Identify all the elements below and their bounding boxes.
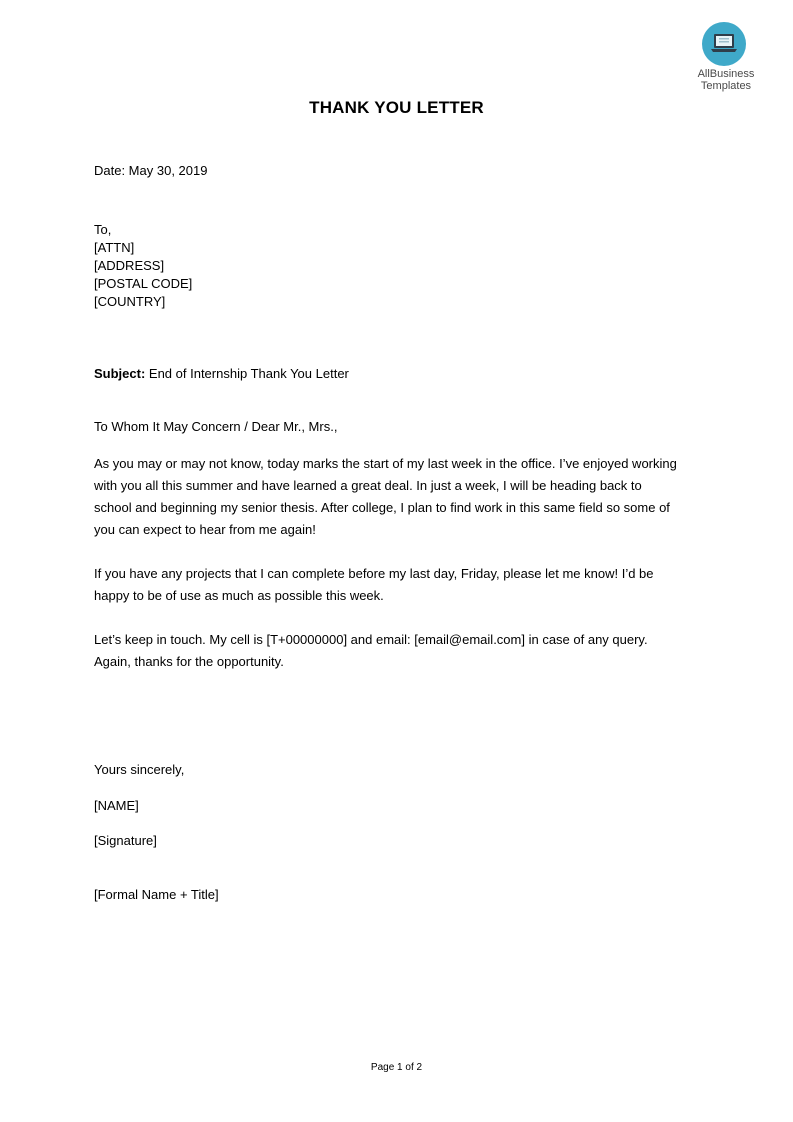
- paragraph-1-line-2: with you all this summer and have learned a great deal. In just a week, I will be heading back to: [94, 478, 642, 493]
- closing: Yours sincerely,: [94, 762, 185, 777]
- recipient-address: [ADDRESS]: [94, 258, 165, 273]
- allbusiness-templates-logo: [692, 22, 762, 94]
- subject-line: [94, 365, 349, 383]
- recipient-country: [COUNTRY]: [94, 294, 166, 309]
- formal-name-title: [Formal Name + Title]: [94, 887, 219, 902]
- paragraph-2-line-1: If you have any projects that I can complete before my last day, Friday, please let me know! I’d be: [94, 566, 654, 581]
- logo-line-2: Templates: [700, 80, 752, 92]
- signature-placeholder: [Signature]: [94, 833, 157, 848]
- subject-label: Subject:: [94, 366, 146, 381]
- paragraph-1-line-4: you can expect to hear from me again!: [94, 522, 316, 537]
- recipient-to: To,: [94, 222, 112, 237]
- paragraph-3-line-2: Again, thanks for the opportunity.: [94, 654, 284, 669]
- paragraph-1-line-3: school and beginning my senior thesis. After college, I plan to find work in this same field so some of: [94, 500, 670, 515]
- name-placeholder: [NAME]: [94, 798, 139, 813]
- subject-text: End of Internship Thank You Letter: [145, 366, 349, 381]
- paragraph-3-line-1: Let’s keep in touch. My cell is [T+00000000] and email: [email@email.com] in case of any query.: [94, 632, 648, 647]
- page-number: Page 1 of 2: [370, 1062, 423, 1073]
- salutation: To Whom It May Concern / Dear Mr., Mrs.,: [94, 419, 338, 434]
- logo-text: [692, 68, 760, 92]
- recipient-attn: [ATTN]: [94, 240, 135, 255]
- paragraph-1-line-1: As you may or may not know, today marks the start of my last week in the office. I’ve enjoyed working: [94, 456, 677, 471]
- paragraph-2-line-2: happy to be of use as much as possible this week.: [94, 588, 384, 603]
- recipient-postal-code: [POSTAL CODE]: [94, 276, 193, 291]
- letter-title: THANK YOU LETTER: [309, 98, 484, 117]
- logo-line-1: AllBusiness: [697, 68, 755, 80]
- date-line: Date: May 30, 2019: [94, 163, 208, 178]
- laptop-icon: [702, 22, 746, 66]
